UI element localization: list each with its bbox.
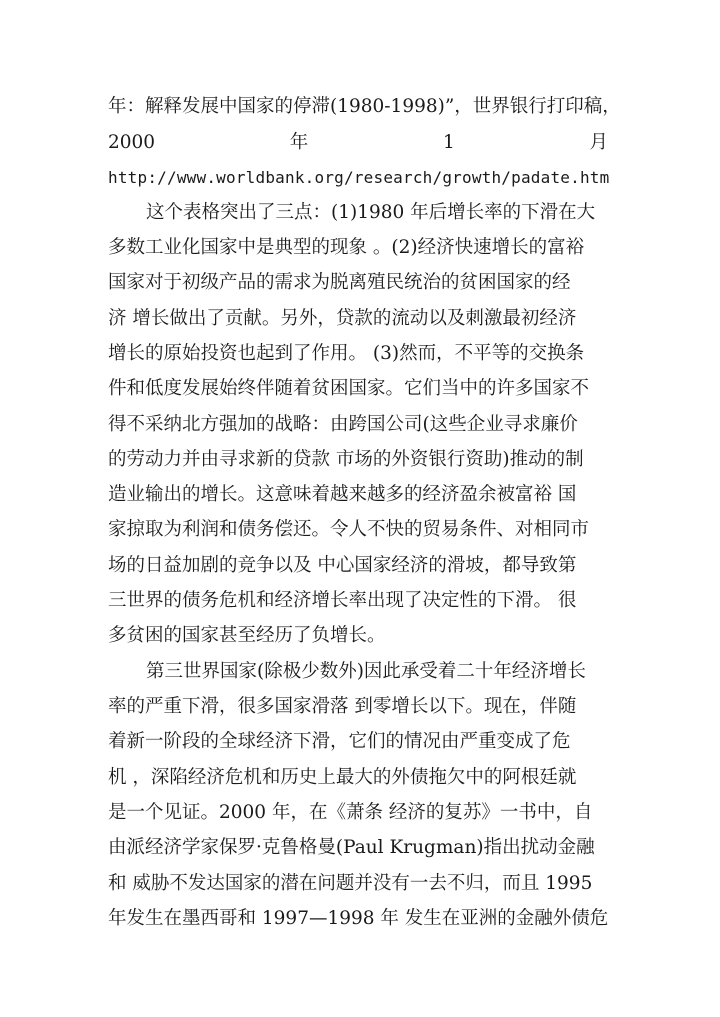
paragraph-1-line: 增长的原始投资也起到了作用。 (3)然而，不平等的交换条 <box>108 343 585 364</box>
paragraph-1-line: 三世界的债务危机和经济增长率出现了决定性的下滑。 很 <box>108 590 577 611</box>
paragraph-2-line: 着新一阶段的全球经济下滑，它们的情况由严重变成了危 <box>108 731 571 752</box>
paragraph-1-line: 多数工业化国家中是典型的现象 。(2)经济快速增长的富裕 <box>108 237 585 258</box>
date-month-unit: 月 <box>589 132 608 153</box>
paragraph-1-line: 件和低度发展始终伴随着贫困国家。它们当中的许多国家不 <box>108 378 590 399</box>
paragraph-1-line: 这个表格突出了三点：(1)1980 年后增长率的下滑在大 <box>146 202 596 223</box>
citation-line: 年：解释发展中国家的停滞(1980-1998)”，世界银行打印稿， <box>108 96 621 117</box>
paragraph-2-line: 率的严重下滑，很多国家滑落 到零增长以下。现在，伴随 <box>108 696 577 717</box>
citation-date-line <box>108 131 608 155</box>
paragraph-1-line: 造业输出的增长。这意味着越来越多的经济盈余被富裕 国 <box>108 484 577 505</box>
citation-url: http://www.worldbank.org/research/growth/padate.htm <box>108 168 610 187</box>
paragraph-2-line: 由派经济学家保罗·克鲁格曼(Paul Krugman)指出扰动金融 <box>108 837 595 858</box>
paragraph-1-line: 济 增长做出了贡献。另外，贷款的流动以及刺激最初经济 <box>108 308 577 329</box>
date-month: 1 <box>442 132 455 153</box>
paragraph-1-line: 家掠取为利润和债务偿还。令人不快的贸易条件、对相同市 <box>108 519 590 540</box>
date-year: 2000 <box>108 132 156 153</box>
date-year-unit: 年 <box>289 132 309 153</box>
paragraph-1-line: 场的日益加剧的竞争以及 中心国家经济的滑坡，都导致第 <box>108 555 577 576</box>
paragraph-2-line: 第三世界国家(除极少数外)因此承受着二十年经济增长 <box>146 661 586 682</box>
paragraph-1-line: 国家对于初级产品的需求为脱离殖民统治的贫困国家的经 <box>108 272 571 293</box>
paragraph-1-line: 得不采纳北方强加的战略：由跨国公司(这些企业寻求廉价 <box>108 414 578 435</box>
paragraph-2-line: 和 威胁不发达国家的潜在问题并没有一去不归，而且 1995 <box>108 873 593 894</box>
paragraph-2-line: 机 ，深陷经济危机和历史上最大的外债拖欠中的阿根廷就 <box>108 767 577 788</box>
paragraph-2-line: 年发生在墨西哥和 1997—1998 年 发生在亚洲的金融外债危 <box>108 908 609 929</box>
paragraph-1-line: 多贫困的国家甚至经历了负增长。 <box>108 625 386 646</box>
paragraph-2-line: 是一个见证。2000 年，在《萧条 经济的复苏》一书中，自 <box>108 802 593 823</box>
paragraph-1-line: 的劳动力并由寻求新的贷款 市场的外资银行资助)推动的制 <box>108 449 584 470</box>
